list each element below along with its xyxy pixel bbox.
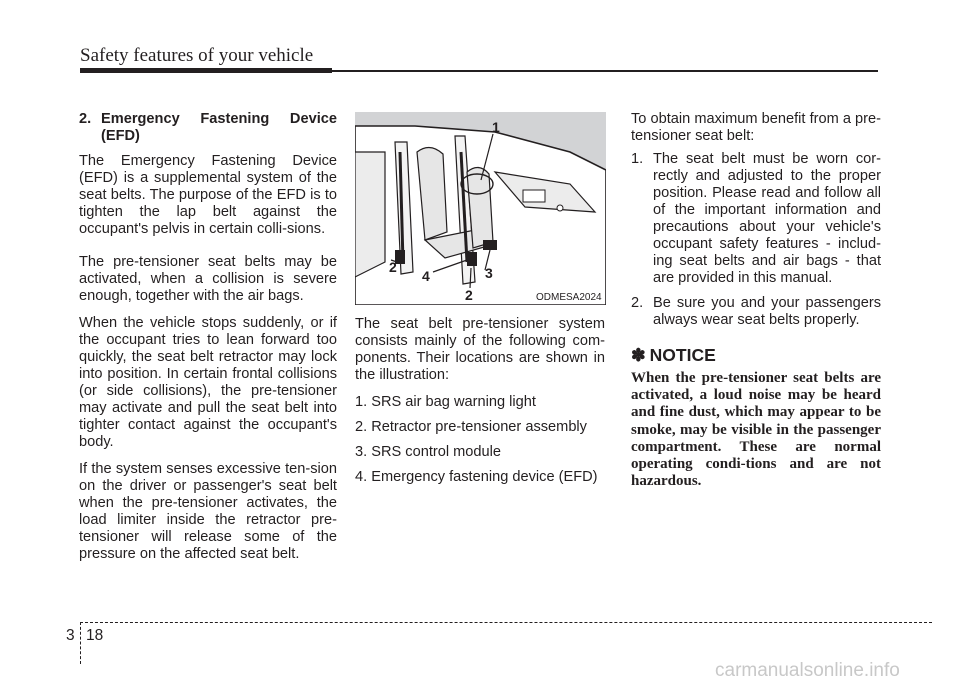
paragraph: The pre-tensioner seat belts may be activated, when a collision is severe enough, together with the air bags. (79, 254, 337, 304)
callout-3: 3 (485, 265, 493, 281)
header-rule-thin (332, 70, 878, 72)
paragraph: When the vehicle stops suddenly, or if the occupant tries to lean forward too quickly, the seat belt retractor may lock into position. In certain frontal collisions (or side collisions), the pre-tensioner may activate and pull the seat belt into tighter contact against the occupant's body. (79, 315, 337, 450)
notice-heading (631, 347, 881, 364)
page-number: 18 (86, 627, 104, 644)
callout-1: 1 (492, 119, 500, 135)
list-item: 1. SRS air bag warning light (355, 394, 536, 410)
callout-2-left: 2 (389, 259, 397, 275)
benefit-intro: To obtain maximum benefit from a pre-tensioner seat belt: (631, 111, 881, 144)
heading-text: Emergency Fastening Device (EFD) (101, 111, 337, 144)
list-item (631, 151, 881, 287)
components-intro: The seat belt pre-tensioner system consists mainly of the following com-ponents. Their locations are shown in the illustration: (355, 316, 605, 383)
list-text: Be sure you and your passengers always wear seat belts properly. (653, 295, 881, 328)
heading-number: 2. (79, 111, 92, 127)
paragraph: If the system senses excessive ten-sion on the driver or passenger's seat belt when the pre-tensioner activates, the load limiter inside the retractor pre-tensioner will release some of the pressure on the affected seat belt. (79, 461, 337, 562)
paragraph: The Emergency Fastening Device (EFD) is a supplemental system of the seat belts. The purpose of the EFD is to tighten the lap belt against the occupant's pelvis in certain colli-sions. (79, 153, 337, 237)
callout-2-right: 2 (465, 287, 473, 303)
column-right (631, 111, 881, 490)
list-number: 1. (631, 151, 644, 167)
footer-divider (80, 622, 81, 664)
footer-rule (80, 622, 932, 623)
notice-body: When the pre-tensioner seat belts are activated, a loud noise may be heard and fine dust, which may appear to be smoke, may be visible in the passenger compartment. These are normal operating condi-tions and are not hazardous. (631, 370, 881, 490)
list-item: 3. SRS control module (355, 444, 502, 460)
illustration-code: ODMESA2024 (536, 292, 602, 303)
section-title: Safety features of your vehicle (80, 45, 314, 66)
callout-4: 4 (422, 268, 430, 284)
watermark: carmanualsonline.info (715, 660, 900, 681)
list-item: 2. Retractor pre-tensioner assembly (355, 419, 587, 435)
chapter-number: 3 (66, 627, 75, 644)
efd-heading (79, 111, 337, 145)
list-text: The seat belt must be worn cor-rectly and adjusted to the proper position. Please read and follow all of the important information and precautions about your vehicle's occupant safety features - includ-ing seat belts and air bags - that are provided in this manual. (653, 151, 881, 286)
header-rule (80, 68, 332, 73)
list-number: 2. (631, 295, 644, 311)
list-item (631, 295, 881, 329)
car-interior-drawing (355, 112, 606, 305)
notice-title: NOTICE (649, 345, 716, 365)
column-left (79, 111, 337, 573)
notice-star-icon: ✽ (631, 345, 646, 365)
list-item: 4. Emergency fastening device (EFD) (355, 469, 598, 485)
column-middle (355, 316, 605, 494)
pretensioner-illustration (355, 112, 606, 305)
